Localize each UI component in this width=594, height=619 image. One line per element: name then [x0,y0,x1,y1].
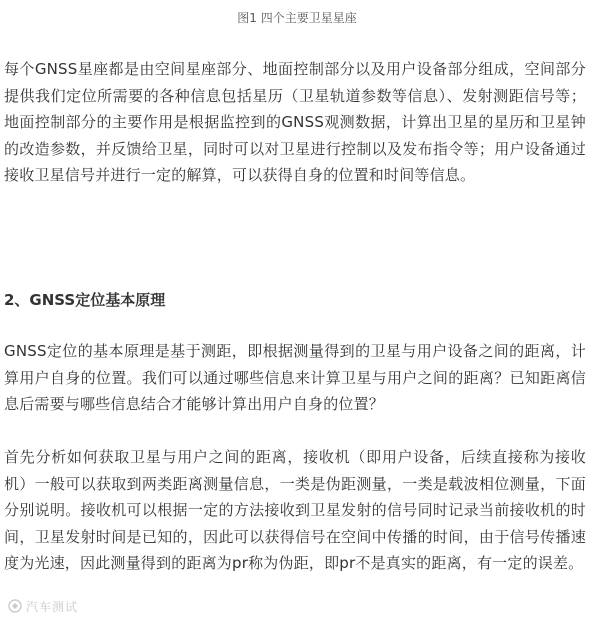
watermark [8,596,78,616]
paragraph-positioning-principle: GNSS定位的基本原理是基于测距，即根据测量得到的卫星与用户设备之间的距离，计算用户自身的位置。我们可以通过哪些信息来计算卫星与用户之间的距离？已知距离信息后需要与哪些信息结合才能够计算出用户自身的位置？ [4,342,586,413]
section-heading: 2、GNSS定位基本原理 [4,291,166,309]
watermark-text: 汽车测试 [26,599,79,614]
paragraph-pseudorange: 首先分析如何获取卫星与用户之间的距离，接收机（即用户设备，后续直接称为接收机）一般可以获取到两类距离测量信息，一类是伪距测量，一类是载波相位测量，下面分别说明。接收机可以根据一定的方法接收到卫星发射的信号同时记录当前接收机的时间，卫星发射时间是已知的，因此可以获得信号在空间中传播的时间，由于信号传播速度为光速，因此测量得到的距离为pr称为伪距，即pr不是真实的距离，有一定的误差。 [4,448,586,572]
paragraph-gnss-constellation: 每个GNSS星座都是由空间星座部分、地面控制部分以及用户设备部分组成，空间部分提供我们定位所需要的各种信息包括星历（卫星轨道参数等信息）、发射测距信号等；地面控制部分的主要作用是根据监控到的GNSS观测数据，计算出卫星的星历和卫星钟的改造参数，并反馈给卫星，同时可以对卫星进行控制以及发布指令等；用户设备通过接收卫星信号并进行一定的解算，可以获得自身的位置和时间等信息。 [4,60,586,184]
figure-caption: 图1 四个主要卫星星座 [237,11,357,25]
watermark-logo-icon [8,599,22,613]
